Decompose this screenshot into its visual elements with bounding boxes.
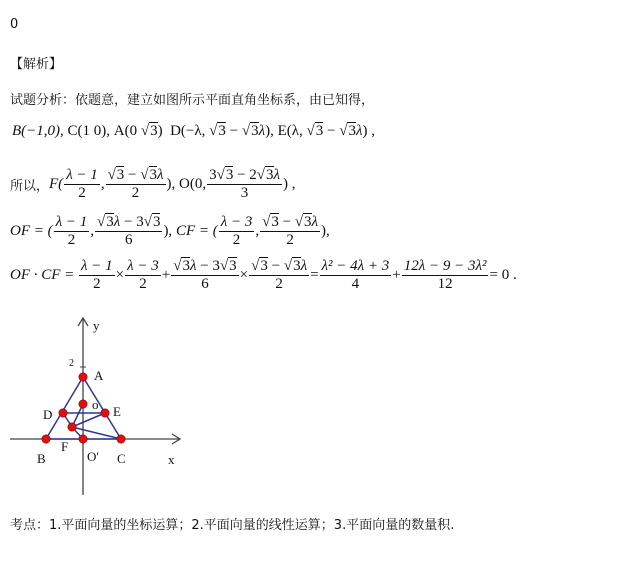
y-axis-label: y bbox=[93, 318, 100, 333]
of-cf-line: OF = ( $\frac{\lambda - 1}{2}$ , √ $\frac{3\lambda - 3√ 3}{6}$ ), CF = ( $\frac{\lambda - 3}{2}$ , √ $\frac{3 - √ 3\lambda}{2}$ ), bbox=[10, 214, 330, 249]
x-axis-label: x bbox=[168, 452, 175, 467]
label-d: D bbox=[43, 407, 53, 422]
coord-b: B(−1,0) bbox=[12, 122, 61, 139]
label-e: E bbox=[113, 404, 121, 419]
label-b: B bbox=[37, 451, 46, 466]
kaodian-text: 考点：1.平面向量的坐标运算；2.平面向量的线性运算；3.平面向量的数量积. bbox=[10, 518, 455, 533]
analysis-intro: 试题分析：依题意，建立如图所示平面直角坐标系，由已知得， bbox=[10, 93, 375, 108]
point-d bbox=[59, 409, 67, 417]
f-o-line: 所以， F( $\frac{\lambda - 1}{2}$ , √ $\frac{3 - √ 3\lambda}{2}$ ), O(0, $\frac{3√ 3 - 2√ 3\lambda}{3}$ ) , bbox=[10, 167, 296, 202]
point-c bbox=[117, 435, 125, 443]
coordinate-figure bbox=[0, 310, 200, 505]
point-e bbox=[101, 409, 109, 417]
point-o-prime bbox=[79, 435, 87, 443]
label-f: F bbox=[61, 439, 69, 454]
point-b bbox=[42, 435, 50, 443]
coordinates-line: B(−1,0) , C(1 0) , A(0 √ 3 ) D(−λ, √ 3 − √ 3 λ ), E(λ, √ 3 − √ 3 λ ) , bbox=[12, 122, 375, 140]
coord-d: D(−λ, bbox=[170, 122, 206, 139]
point-f bbox=[68, 423, 76, 431]
point-a bbox=[79, 373, 87, 381]
coord-e: E(λ, bbox=[277, 122, 303, 139]
label-c: C bbox=[117, 451, 126, 466]
coord-a: A(0 bbox=[113, 122, 138, 139]
label-a: A bbox=[94, 368, 104, 383]
coord-c: C(1 0) bbox=[67, 122, 107, 139]
label-o: o bbox=[92, 397, 99, 412]
answer-value: 0 bbox=[10, 17, 19, 32]
label-o-prime: O' bbox=[87, 449, 99, 464]
section-label: 【解析】 bbox=[10, 57, 63, 72]
tick-2-label: 2 bbox=[69, 358, 74, 369]
dot-product-line: OF · CF = $\frac{\lambda - 1}{2}$ × $\frac{\lambda - 3}{2}$ + √ $\frac{3\lambda - 3√ 3}{6}$ × √ $\frac{3 - √ 3\lambda}{2}$ = $\frac{\text{λ² − 4λ + 3}}{4}$ + $\frac{\text{12λ − 9 − 3λ²}}{12}$ = 0 . bbox=[10, 258, 517, 293]
point-o bbox=[79, 400, 87, 408]
